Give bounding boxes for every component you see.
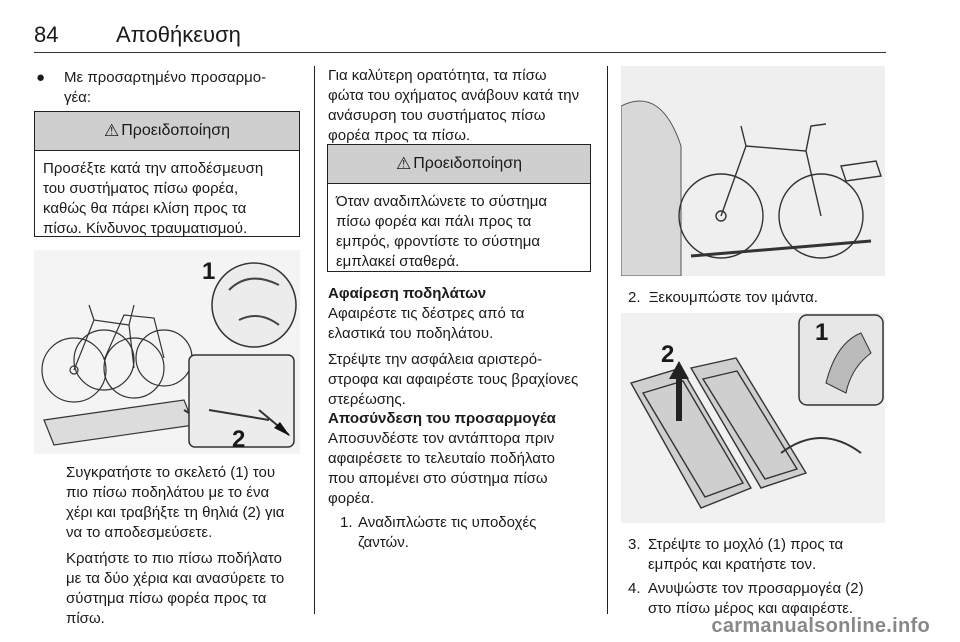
warning-body <box>328 184 590 272</box>
numbered-step <box>628 288 886 308</box>
warning-header <box>35 112 299 151</box>
figure-callout-1: 1 <box>202 258 216 285</box>
bullet-line: Με προσαρτημένο προσαρμο- <box>64 69 267 86</box>
text-line: πιο πίσω ποδηλάτου με το ένα <box>66 484 270 501</box>
text-line: να το αποδεσμεύσετε. <box>66 524 213 541</box>
warning-header <box>328 145 590 184</box>
text-line: Αναδιπλώστε τις υποδοχές <box>358 514 537 531</box>
warning-box <box>327 144 591 272</box>
text-line: ανάσυρση του συστήματος πίσω <box>328 107 546 124</box>
text-line: αφαιρέσετε το τελευταίο ποδήλατο <box>328 450 555 467</box>
step-number: 3. <box>628 536 641 553</box>
bullet-item <box>36 68 306 108</box>
text-line: Συγκρατήστε το σκελετό (1) του <box>66 464 276 481</box>
numbered-steps <box>628 535 886 619</box>
bike-on-carrier-illustration <box>621 66 885 276</box>
step-number: 4. <box>628 580 641 597</box>
text-line: στροφα και αφαιρέστε τους βραχίονες <box>328 371 579 388</box>
text-line: που απομένει στο σύστημα πίσω <box>328 470 548 487</box>
numbered-step <box>628 535 886 575</box>
text-line: Για καλύτερη ορατότητα, τα πίσω <box>328 67 547 84</box>
warning-body <box>35 151 299 239</box>
warning-line: εμπλακεί σταθερά. <box>336 253 460 270</box>
bike-on-carrier-drawing <box>621 66 885 276</box>
step-text: Ξεκουμπώστε τον ιμάντα. <box>648 289 818 306</box>
warning-title: Προειδοποίηση <box>121 122 230 139</box>
bullet-dot: ● <box>36 69 46 86</box>
warning-triangle-icon: ⚠ <box>103 121 120 140</box>
column-divider-1 <box>314 66 315 614</box>
numbered-step <box>628 579 886 619</box>
section-heading: Αφαίρεση ποδηλάτων <box>328 285 487 302</box>
text-line: στο πίσω μέρος και αφαιρέστε. <box>648 600 854 617</box>
text-line: με τα δύο χέρια και ανασύρετε το <box>66 570 285 587</box>
warning-line: καθώς θα πάρει κλίση προς τα <box>43 200 247 217</box>
text-line: Αφαιρέστε τις δέστρες από τα <box>328 305 525 322</box>
figure-callout-2: 2 <box>661 341 675 368</box>
text-line: πίσω. <box>66 610 105 627</box>
warning-title: Προειδοποίηση <box>413 155 522 172</box>
page-number: 84 <box>34 22 59 47</box>
warning-line: πίσω. Κίνδυνος τραυματισμού. <box>43 220 248 237</box>
warning-line: Προσέξτε κατά την αποδέσμευση <box>43 160 264 177</box>
text-line: χέρι και τραβήξτε τη θηλιά (2) για <box>66 504 285 521</box>
section-heading: Αποσύνδεση του προσαρμογέα <box>328 410 556 427</box>
bike-carrier-illustration-1 <box>34 250 300 454</box>
column-divider-2 <box>607 66 608 614</box>
text-line: Ανυψώστε τον προσαρμογέα (2) <box>648 580 864 597</box>
text-line: ελαστικά του ποδηλάτου. <box>328 325 494 342</box>
text-line: Αποσυνδέστε τον αντάπτορα πριν <box>328 430 555 447</box>
text-line: Κρατήστε το πιο πίσω ποδήλατο <box>66 550 282 567</box>
bike-carrier-drawing <box>34 250 300 454</box>
warning-line: εμπρός, φροντίστε το σύστημα <box>336 233 541 250</box>
text-line: εμπρός και κρατήστε τον. <box>648 556 817 573</box>
text-line: φορέα προς τα πίσω. <box>328 127 471 144</box>
figure-callout-1: 1 <box>815 319 829 346</box>
text-line: στερέωσης. <box>328 391 406 408</box>
page-title: Αποθήκευση <box>116 22 241 47</box>
text-line: φώτα του οχήματος ανάβουν κατά την <box>328 87 580 104</box>
step-number: 1. <box>340 514 353 531</box>
numbered-step <box>328 513 604 553</box>
page-header <box>34 22 886 52</box>
section-remove-bikes <box>328 284 604 410</box>
text-line: Στρέψτε την ασφάλεια αριστερό- <box>328 351 543 368</box>
text-line: ζαντών. <box>358 534 409 551</box>
text-line: φορέα. <box>328 490 375 507</box>
text-line: σύστημα πίσω φορέα προς τα <box>66 590 267 607</box>
figure-callout-2: 2 <box>232 426 246 453</box>
adapter-removal-illustration <box>621 313 885 523</box>
watermark: carmanualsonline.info <box>711 615 930 637</box>
warning-box <box>34 111 300 237</box>
warning-line: Όταν αναδιπλώνετε το σύστημα <box>336 193 548 210</box>
text-line: Στρέψτε το μοχλό (1) προς τα <box>648 536 844 553</box>
warning-triangle-icon: ⚠ <box>395 154 412 173</box>
warning-line: πίσω φορέα και πάλι προς τα <box>336 213 532 230</box>
section-disconnect-adapter <box>328 409 604 553</box>
intro-paragraph <box>328 66 600 146</box>
step-number: 2. <box>628 289 641 306</box>
paragraph-hold-frame <box>66 463 312 629</box>
warning-line: του συστήματος πίσω φορέα, <box>43 180 239 197</box>
header-rule <box>34 52 886 53</box>
bullet-line: γέα: <box>64 89 92 106</box>
